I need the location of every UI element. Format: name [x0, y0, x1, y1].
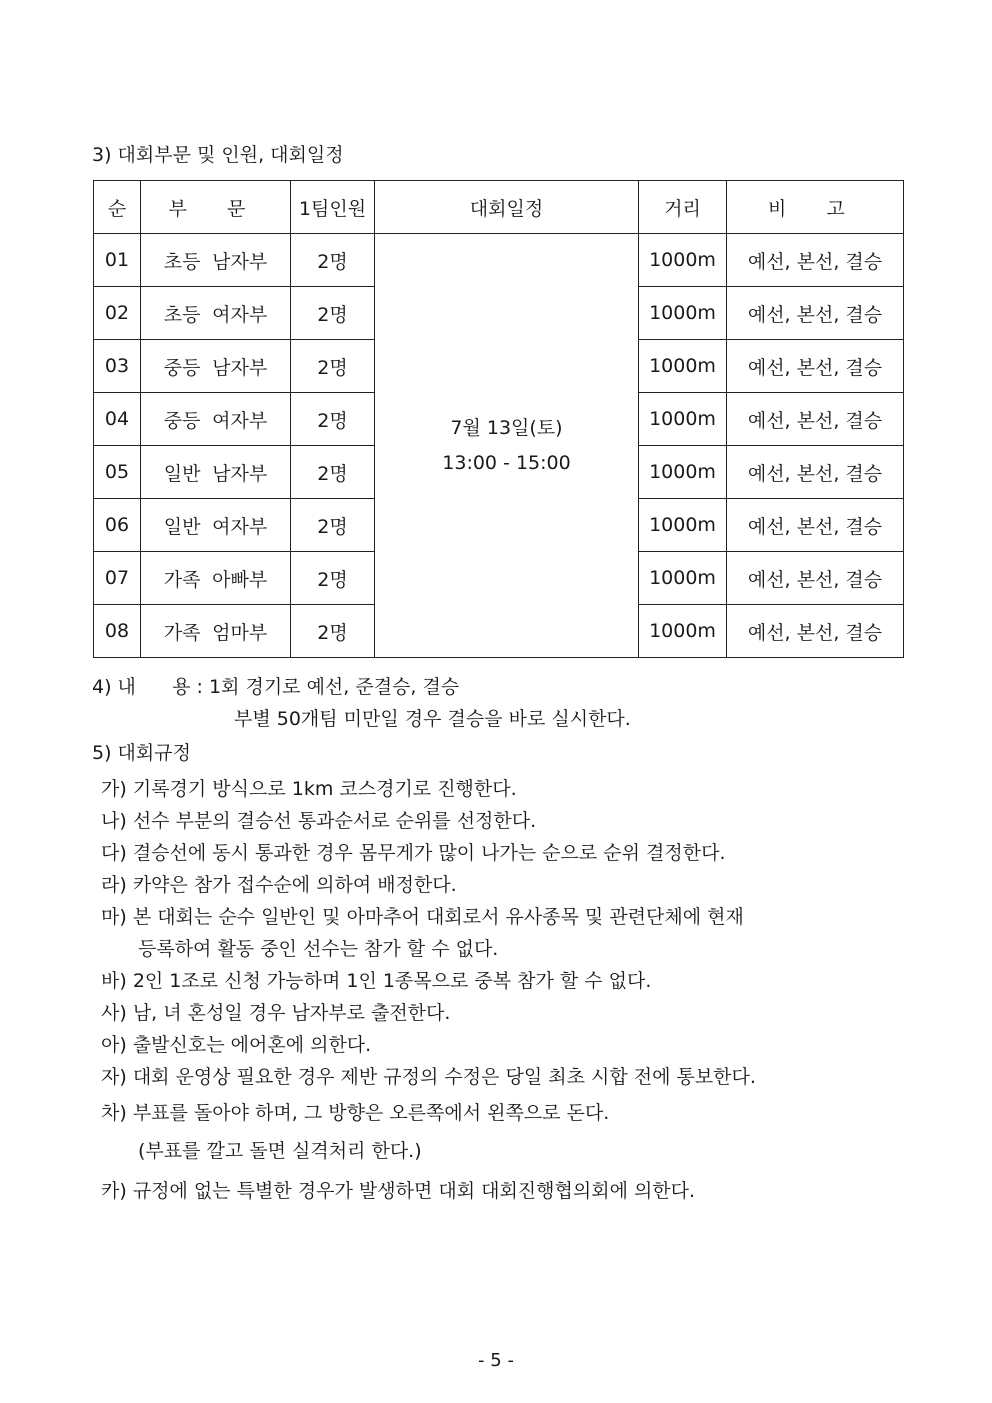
cell-members: 2명 [291, 340, 375, 393]
rule-text: 기록경기 방식으로 1km 코스경기로 진행한다. [132, 778, 517, 800]
rule-item [101, 838, 726, 865]
rule-label: 아) [101, 1034, 127, 1056]
header-no: 순 [94, 181, 141, 234]
cell-no: 02 [94, 287, 141, 340]
rule-text: 부표를 돌아야 하며, 그 방향은 오른쪽에서 왼쪽으로 돈다. [132, 1102, 610, 1124]
rule-item [101, 774, 517, 801]
rule-label: 차) [101, 1102, 127, 1124]
rule-item [101, 1176, 695, 1203]
cell-no: 06 [94, 499, 141, 552]
rule-item [101, 1098, 609, 1125]
rule-text: 2인 1조로 신청 가능하며 1인 1종목으로 중복 참가 할 수 없다. [132, 970, 652, 992]
section-4-label: 4) 내 용 [92, 676, 191, 698]
cell-members: 2명 [291, 287, 375, 340]
cell-distance: 1000m [639, 393, 727, 446]
cell-division: 초등 여자부 [141, 287, 291, 340]
rule-item [101, 966, 651, 993]
cell-division: 중등 남자부 [141, 340, 291, 393]
cell-schedule [375, 234, 639, 658]
schedule-date: 7월 13일(토) [450, 417, 563, 440]
rule-item [101, 902, 744, 929]
cell-note: 예선, 본선, 결승 [727, 499, 904, 552]
cell-note: 예선, 본선, 결승 [727, 287, 904, 340]
rule-label: 나) [101, 810, 127, 832]
rule-item [101, 1030, 371, 1057]
cell-members: 2명 [291, 552, 375, 605]
rule-label: 사) [101, 1002, 127, 1024]
cell-distance: 1000m [639, 234, 727, 287]
cell-note: 예선, 본선, 결승 [727, 393, 904, 446]
cell-distance: 1000m [639, 605, 727, 658]
schedule-time: 13:00 - 15:00 [442, 451, 571, 474]
section-5-title: 5) 대회규정 [92, 742, 191, 764]
cell-division: 일반 남자부 [141, 446, 291, 499]
table-row [94, 234, 904, 287]
rule-label: 다) [101, 842, 127, 864]
cell-no: 01 [94, 234, 141, 287]
cell-distance: 1000m [639, 446, 727, 499]
rule-text: 규정에 없는 특별한 경우가 발생하면 대회 대회진행협의회에 의한다. [132, 1180, 696, 1202]
cell-no: 08 [94, 605, 141, 658]
rule-label: 가) [101, 778, 127, 800]
rule-item [101, 1062, 756, 1089]
rule-text: 선수 부분의 결승선 통과순서로 순위를 선정한다. [132, 810, 537, 832]
cell-division: 가족 엄마부 [141, 605, 291, 658]
cell-members: 2명 [291, 393, 375, 446]
cell-division: 가족 아빠부 [141, 552, 291, 605]
rule-text: 본 대회는 순수 일반인 및 아마추어 대회로서 유사종목 및 관련단체에 현재 [132, 906, 744, 928]
header-distance: 거리 [639, 181, 727, 234]
rule-text: 출발신호는 에어혼에 의한다. [132, 1034, 372, 1056]
section-3-title: 3) 대회부문 및 인원, 대회일정 [92, 144, 344, 166]
header-division: 부 문 [141, 181, 291, 234]
cell-division: 일반 여자부 [141, 499, 291, 552]
table-header-row [94, 181, 904, 234]
header-members: 1팀인원 [291, 181, 375, 234]
rule-label: 바) [101, 970, 127, 992]
rule-label: 마) [101, 906, 127, 928]
cell-note: 예선, 본선, 결승 [727, 605, 904, 658]
cell-note: 예선, 본선, 결승 [727, 340, 904, 393]
section-4-line2: 부별 50개팀 미만일 경우 결승을 바로 실시한다. [234, 708, 631, 730]
cell-no: 03 [94, 340, 141, 393]
cell-members: 2명 [291, 605, 375, 658]
rule-label: 카) [101, 1180, 127, 1202]
cell-members: 2명 [291, 499, 375, 552]
rule-label: 라) [101, 874, 127, 896]
section-4-line1: : 1회 경기로 예선, 준결승, 결승 [196, 676, 460, 698]
cell-no: 07 [94, 552, 141, 605]
rule-text: 카약은 참가 접수순에 의하여 배정한다. [132, 874, 457, 896]
cell-note: 예선, 본선, 결승 [727, 552, 904, 605]
rule-text: 결승선에 동시 통과한 경우 몸무게가 많이 나가는 순으로 순위 결정한다. [132, 842, 726, 864]
rule-label: 자) [101, 1066, 127, 1088]
cell-note: 예선, 본선, 결승 [727, 446, 904, 499]
header-schedule: 대회일정 [375, 181, 639, 234]
rule-text: 대회 운영상 필요한 경우 제반 규정의 수정은 당일 최초 시합 전에 통보한다. [132, 1066, 756, 1088]
rule-item [101, 998, 450, 1025]
page-number: - 5 - [478, 1350, 514, 1371]
competition-schedule-table [93, 180, 904, 658]
cell-members: 2명 [291, 234, 375, 287]
cell-note: 예선, 본선, 결승 [727, 234, 904, 287]
cell-distance: 1000m [639, 499, 727, 552]
cell-no: 05 [94, 446, 141, 499]
cell-distance: 1000m [639, 552, 727, 605]
cell-distance: 1000m [639, 340, 727, 393]
rule-text: 남, 녀 혼성일 경우 남자부로 출전한다. [132, 1002, 451, 1024]
cell-no: 04 [94, 393, 141, 446]
rule-continuation: (부표를 깔고 돌면 실격처리 한다.) [138, 1140, 422, 1162]
cell-division: 중등 여자부 [141, 393, 291, 446]
cell-distance: 1000m [639, 287, 727, 340]
rule-continuation: 등록하여 활동 중인 선수는 참가 할 수 없다. [138, 938, 499, 960]
header-note: 비 고 [727, 181, 904, 234]
cell-members: 2명 [291, 446, 375, 499]
cell-division: 초등 남자부 [141, 234, 291, 287]
rule-item [101, 806, 536, 833]
rule-item [101, 870, 457, 897]
